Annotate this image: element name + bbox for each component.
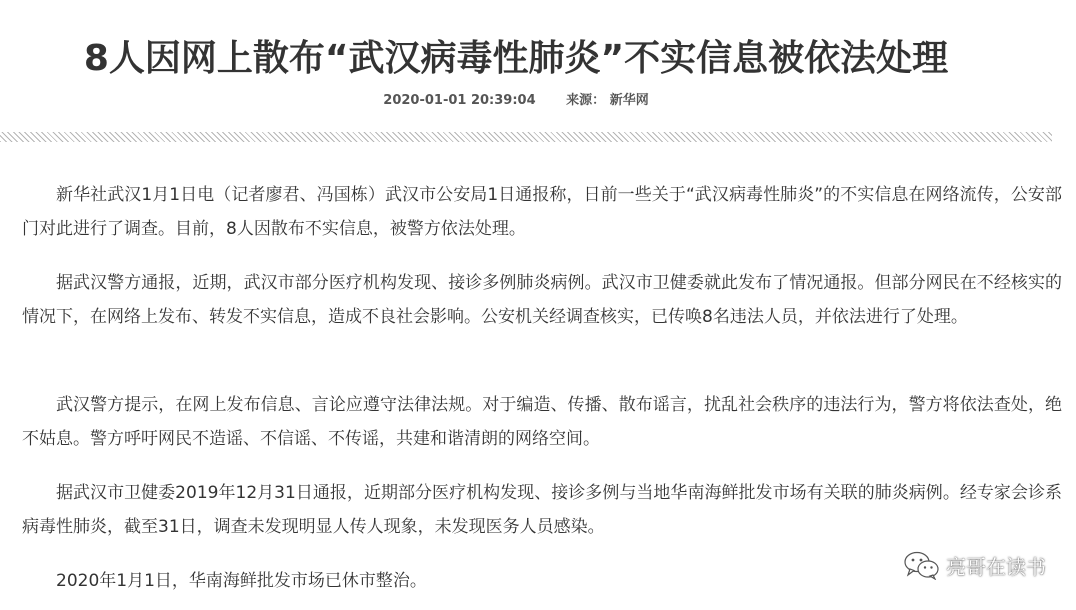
article-paragraph: 2020年1月1日，华南海鲜批发市场已休市整治。: [56, 571, 427, 591]
article-paragraph: 新华社武汉1月1日电（记者廖君、冯国栋）武汉市公安局1日通报称，日前一些关于“武汉病毒性肺炎”的不实信息在网络流传，公安部门对此进行了调查。目前，8人因散布不实信息，被警方依法处理。: [22, 185, 1062, 239]
article-meta: [0, 92, 1032, 110]
article-body: [22, 178, 1062, 598]
article-source: 来源： 新华网: [566, 93, 649, 108]
publish-datetime: 2020-01-01 20:39:04: [383, 93, 536, 108]
wechat-watermark: [902, 548, 1046, 582]
article-paragraph: 武汉警方提示，在网上发布信息、言论应遵守法律法规。对于编造、传播、散布谣言，扰乱社会秩序的违法行为，警方将依法查处，绝不姑息。警方呼吁网民不造谣、不信谣、不传谣，共建和谐清朗的网络空间。: [22, 395, 1062, 449]
article-headline: 8人因网上散布“武汉病毒性肺炎”不实信息被依法处理: [83, 38, 949, 79]
hatched-divider: [0, 132, 1052, 142]
article-paragraph: 据武汉市卫健委2019年12月31日通报，近期部分医疗机构发现、接诊多例与当地华南海鲜批发市场有关联的肺炎病例。经专家会诊系病毒性肺炎，截至31日，调查未发现明显人传人现象，未发现医务人员感染。: [22, 483, 1062, 537]
wechat-icon: [902, 550, 940, 580]
article-paragraph: 据武汉警方通报，近期，武汉市部分医疗机构发现、接诊多例肺炎病例。武汉市卫健委就此发布了情况通报。但部分网民在不经核实的情况下，在网络上发布、转发不实信息，造成不良社会影响。公安机关经调查核实，已传唤8名违法人员，并依法进行了处理。: [22, 273, 1062, 327]
watermark-text: 亮哥在读书: [946, 554, 1046, 579]
